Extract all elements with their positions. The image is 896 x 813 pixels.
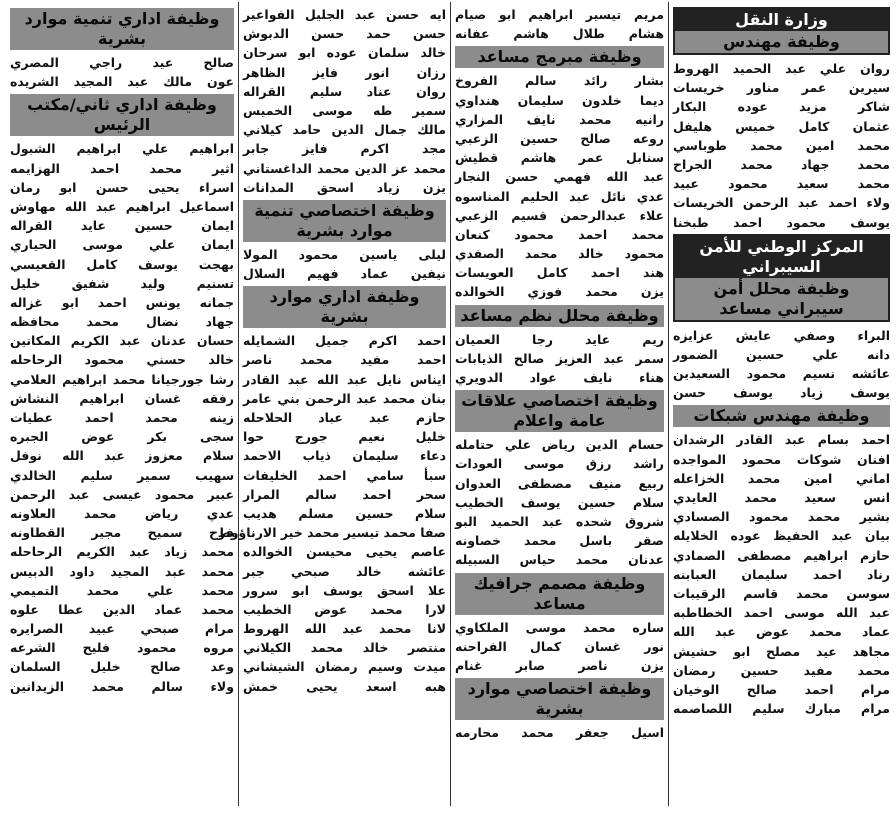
list-item: مريم تيسير ابراهيم ابو صيام — [455, 7, 664, 22]
name-list — [243, 5, 446, 197]
list-item: حازم عبد عباد الحلاحله — [243, 410, 446, 425]
list-item: عدنان محمد حياس السبيله — [455, 552, 664, 568]
list-item: سمير طه موسى الخميس — [243, 102, 446, 118]
job-heading: وظيفة اداري تنمية موارد بشرية — [10, 8, 234, 50]
org-title: وزارة النقل — [675, 9, 888, 31]
org-section-cyber — [673, 234, 890, 322]
list-item: حسن حمد حسن الدبوش — [243, 26, 446, 42]
list-item: منتصر خالد محمد الكيلاني — [243, 640, 446, 656]
list-item: سمر عبد العزيز صالح الذيابات — [455, 350, 664, 366]
list-item: هشام طلال هاشم عفانه — [455, 26, 664, 42]
list-item: ايه حسن عبد الجليل الفواعير — [243, 7, 446, 22]
list-item: علاء عبدالرحمن قسيم الزعبي — [455, 207, 664, 223]
list-item: احمد بسام عبد القادر الرشدان — [673, 432, 890, 448]
list-item: روان علي عبد الحميد الهروط — [673, 61, 890, 76]
list-item: محمد عماد الدين عطا علوه — [10, 601, 234, 617]
list-item: عبد الله موسى احمد الخطاطبه — [673, 605, 890, 621]
list-item: عائشه خالد صبحي جبر — [243, 563, 446, 579]
newspaper-page — [2, 2, 894, 809]
list-item: سحر احمد سالم المرار — [243, 486, 446, 502]
list-item: عبد الله فهمي حسن النجار — [455, 169, 664, 185]
list-item: وعد صالح خليل السلمان — [10, 659, 234, 675]
list-item: اسماعيل ابراهيم عبد الله مهاوش — [10, 198, 234, 214]
list-item: صقر باسل محمد خصاونه — [455, 533, 664, 549]
list-item: يوسف زياد يوسف حسن — [673, 385, 890, 401]
list-item: محمد زياد عبد الكريم الرحاحله — [10, 544, 234, 560]
job-heading: وظيفة اختصاصي علاقات عامة واعلام — [455, 390, 664, 432]
list-item: ميدت وسيم رمضان الشيشاني — [243, 659, 446, 675]
list-item: احمد اكرم جميل الشمايله — [243, 333, 446, 349]
list-item: ربيع منيف مصطفى العدوان — [455, 475, 664, 491]
list-item: يزن زياد اسحق المدانات — [243, 179, 446, 195]
list-item: افنان شوكات محمود المواجده — [673, 451, 890, 467]
list-item: حسام الدين رياض علي حتامله — [455, 437, 664, 453]
list-item: سوسن محمد قاسم الرقيبات — [673, 585, 890, 601]
name-list — [455, 723, 664, 742]
list-item: سلام معزوز عبد الله نوفل — [10, 448, 234, 464]
list-item: روان عناد سليم القراله — [243, 83, 446, 99]
job-heading: وظيفة مهندس شبكات — [673, 405, 890, 427]
list-item: زينه محمد احمد عطيات — [10, 410, 234, 425]
list-item: اثير محمد احمد الهزايمه — [10, 160, 234, 176]
list-item: فرح سميح مجير القطاونه — [10, 525, 234, 541]
list-item: جمانه يونس احمد ابو غزاله — [10, 294, 234, 310]
column-4 — [6, 2, 238, 806]
list-item: روعه صالح حسين الزعبي — [455, 130, 664, 146]
name-list — [455, 330, 664, 388]
list-item: عثمان كامل خميس هليفل — [673, 118, 890, 134]
list-item: جهاد نضال محمد محافظه — [10, 314, 234, 330]
list-item: عماد محمد عوض عبد الله — [673, 624, 890, 640]
job-heading: وظيفة مصمم جرافيك مساعد — [455, 573, 664, 615]
list-item: خليل نعيم جورج حوا — [243, 429, 446, 445]
name-list — [10, 53, 234, 91]
name-list — [217, 331, 446, 696]
list-item: سبأ سامي احمد الخليفات — [243, 467, 446, 483]
name-list — [673, 430, 890, 718]
name-list — [455, 71, 664, 301]
name-list — [455, 618, 664, 676]
list-item: راشد رزق موسى العودات — [455, 456, 664, 472]
list-item: ديما خلدون سليمان هنداوي — [455, 92, 664, 108]
list-item: مجد اكرم فايز جابر — [243, 141, 446, 157]
list-item: بيان عبد الحفيظ عوده الخلايله — [673, 528, 890, 544]
job-heading: وظيفة محلل أمن سيبراني مساعد — [675, 278, 888, 320]
list-item: دانه علي حسين الضمور — [673, 346, 890, 362]
list-item: رانيه محمد نايف المزاري — [455, 111, 664, 127]
name-list — [673, 59, 890, 232]
name-list — [10, 139, 234, 695]
list-item: رزان انور فايز الظاهر — [243, 64, 446, 80]
list-item: محمد امين محمد طوباسي — [673, 137, 890, 153]
list-item: ايمان حسين عايد القراله — [10, 218, 234, 234]
list-item: شروق شحده عبد الحميد البو — [455, 513, 664, 529]
list-item: هبه اسعد يحيى خمش — [243, 678, 446, 694]
list-item: محمد مفيد حسين رمضان — [673, 662, 890, 678]
list-item: نور غسان كمال الفراحنه — [455, 638, 664, 654]
list-item: محمد سعيد محمود عبيد — [673, 176, 890, 192]
list-item: سجى بكر عوض الجبره — [10, 429, 234, 445]
list-item: ساره محمد موسى الملكاوي — [455, 619, 664, 635]
list-item: محمد علي محمد التميمي — [10, 582, 234, 598]
org-title: المركز الوطني للأمن السيبراني — [675, 236, 888, 278]
list-item: نيفين عماد فهيم السلال — [243, 266, 446, 282]
list-item: احمد مفيد محمد ناصر — [243, 352, 446, 368]
name-list — [455, 5, 664, 43]
list-item: محمد جهاد محمد الجراح — [673, 156, 890, 172]
list-item: مرام صبحي عبيد الصرايره — [10, 621, 234, 637]
name-list — [243, 245, 446, 283]
list-item: علا اسحق يوسف ابو سرور — [243, 582, 446, 598]
list-item: تسنيم وليد شفيق خليل — [10, 275, 234, 291]
list-item: بشير محمد محمود الصسادي — [673, 509, 890, 525]
list-item: اسيل جعفر محمد محارمه — [455, 725, 664, 741]
list-item: محمود خالد محمد الصفدي — [455, 246, 664, 262]
name-list — [673, 326, 890, 403]
list-item: مالك جمال الدين حامد كيلاني — [243, 122, 446, 138]
column-2 — [450, 2, 668, 806]
job-heading: وظيفة مبرمج مساعد — [455, 46, 664, 68]
list-item: رناد احمد سليمان العبابنه — [673, 566, 890, 582]
org-section-transport — [673, 7, 890, 55]
list-item: مروه محمود فليح الشرعه — [10, 640, 234, 656]
list-item: عون مالك عبد المجيد الشريده — [10, 74, 234, 90]
list-item: يزن ناصر صابر غنام — [455, 657, 664, 673]
list-item: مرام مبارك سليم اللصاصمه — [673, 701, 890, 717]
list-item: رفقه غسان ابراهيم النشاش — [10, 390, 234, 406]
list-item: حسان عدنان عبد الكريم المكانين — [10, 333, 234, 349]
list-item: مرام احمد صالح الوخيان — [673, 681, 890, 697]
list-item: سلام حسين يوسف الخطيب — [455, 494, 664, 510]
list-item: خالد حسني محمود الرحاحله — [10, 352, 234, 368]
list-item: محمد عز الدين محمد الداغستاني — [243, 160, 446, 176]
job-heading: وظيفة محلل نظم مساعد — [455, 305, 664, 327]
list-item: رشا جورجيانا محمد ابراهيم العلامي — [10, 371, 234, 387]
list-item: ريم عايد رجا العميان — [455, 331, 664, 347]
list-item: بهجت يوسف كامل القعيسي — [10, 256, 234, 272]
list-item: عدي نائل عبد الحليم المناسوه — [455, 188, 664, 204]
list-item: عبير محمود عيسى عبد الرحمن — [10, 486, 234, 502]
job-heading: وظيفة اختصاصي موارد بشرية — [455, 678, 664, 720]
list-item: هند احمد كامل العويسات — [455, 265, 664, 281]
job-heading: وظيفة اختصاصي تنمية موارد بشرية — [243, 200, 446, 242]
list-item: ابراهيم علي ابراهيم الشبول — [10, 141, 234, 157]
name-list — [455, 435, 664, 569]
list-item: بنان محمد عبد الرحمن بني عامر — [243, 390, 446, 406]
list-item: سنابل عمر هاشم قطيش — [455, 150, 664, 166]
column-1 — [668, 2, 894, 806]
list-item: حازم ابراهيم مصطفى الصمادي — [673, 547, 890, 563]
list-item: محمد عبد المجيد داود الدبيس — [10, 563, 234, 579]
list-item: انس سعيد محمد العايدي — [673, 490, 890, 505]
list-item: لارا محمد عوض الخطيب — [243, 601, 446, 617]
list-item: مجاهد عيد مصلح ابو حشيش — [673, 643, 890, 659]
list-item: بشار رائد سالم الفروخ — [455, 73, 664, 89]
list-item: البراء وصفي عايش عزايزه — [673, 327, 890, 343]
list-item: شاكر مزيد عوده البكار — [673, 99, 890, 115]
list-item: صفا محمد تيسير محمد خير الارناؤوط — [217, 525, 446, 541]
list-item: خالد سلمان عوده ابو سرحان — [243, 45, 446, 61]
list-item: عائشه نسيم محمود السعيدين — [673, 366, 890, 382]
list-item: محمد احمد محمود كنعان — [455, 226, 664, 242]
list-item: سلام حسين مسلم هديب — [243, 505, 446, 521]
column-3 — [217, 2, 450, 806]
list-item: هناء نايف عواد الدويري — [455, 370, 664, 385]
job-heading: وظيفة مهندس — [675, 31, 888, 53]
list-item: ولاء احمد عبد الرحمن الخريسات — [673, 195, 890, 211]
list-item: سهيب سمير سليم الخالدي — [10, 467, 234, 483]
list-item: ليلى ياسين محمود المولا — [243, 246, 446, 262]
list-item: صالح عيد راجي المصري — [10, 55, 234, 70]
list-item: يزن محمد فوزي الخوالده — [455, 284, 664, 300]
list-item: ولاء سالم محمد الزيدانين — [10, 678, 234, 694]
list-item: سيرين عمر مناور خريسات — [673, 80, 890, 96]
job-heading: وظيفة اداري ثاني/مكتب الرئيس — [10, 94, 234, 136]
list-item: عدي رياض محمد العلاونه — [10, 505, 234, 521]
list-item: يوسف محمود احمد طبخنا — [673, 214, 890, 230]
list-item: ايمان علي موسى الحياري — [10, 237, 234, 253]
list-item: عاصم يحيى محيسن الخوالده — [243, 544, 446, 560]
list-item: لانا محمد عبد الله الهروط — [243, 621, 446, 637]
list-item: اسراء يحيى حسن ابو رمان — [10, 179, 234, 195]
job-heading: وظيفة اداري موارد بشرية — [243, 286, 446, 328]
list-item: دعاء سليمان ذياب الاحمد — [243, 448, 446, 464]
list-item: ايناس نايل عبد الله عبد القادر — [243, 371, 446, 387]
list-item: اماني امين محمد الخزاعله — [673, 470, 890, 486]
